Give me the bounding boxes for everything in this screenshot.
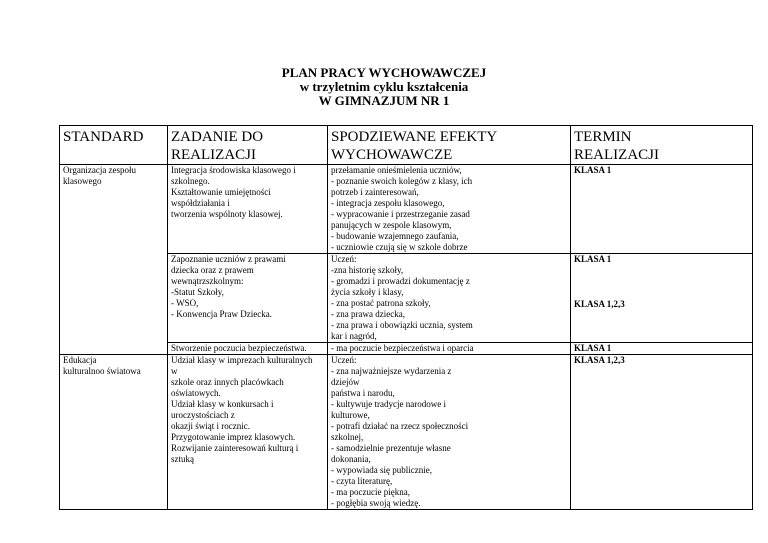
text-line: panujących w zespole klasowym, [331, 220, 452, 230]
document-title: PLAN PRACY WYCHOWAWCZEJ [281, 65, 487, 80]
table-row [60, 165, 753, 254]
cell-efekty [328, 355, 571, 510]
text-line: Uczeń: [331, 254, 357, 264]
header-zadanie [168, 126, 328, 165]
text-line: - budowanie wzajemnego zaufania, [331, 231, 459, 241]
text-line: Udział klasy w konkursach i [171, 399, 274, 409]
cell-termin [571, 254, 753, 343]
table-header-row [60, 126, 753, 165]
text-line: życia szkoły i klasy, [331, 287, 404, 297]
cell-termin [571, 165, 753, 254]
text-line: - pogłębia swoją wiedzę. [331, 498, 421, 508]
cell-zadanie [168, 355, 328, 510]
text-line: - ma poczucie bezpieczeństwa i oparcia [331, 343, 474, 353]
text-line: uroczystościach z [171, 410, 235, 420]
text-line: - wypracowanie i przestrzeganie zasad [331, 209, 470, 219]
text-line: - zna postać patrona szkoły, [331, 298, 431, 308]
termin-label: KLASA 1 [574, 343, 612, 353]
cell-zadanie [168, 165, 328, 254]
text-line: ZADANIE DO [171, 129, 264, 145]
text-line: Rozwijanie zainteresowań kulturą i [171, 443, 299, 453]
plan-table [59, 125, 753, 510]
termin-label: KLASA 1 [574, 254, 612, 264]
text-line: kulturowe, [331, 410, 370, 420]
table-row [60, 355, 753, 510]
text-line: szkolnej, [331, 432, 364, 442]
text-line: klasowego [63, 176, 102, 186]
text-line: - integracja zespołu klasowego, [331, 198, 445, 208]
text-line: - poznanie swoich kolegów z klasy, ich [331, 176, 473, 186]
text-line: Kształtowanie umiejętności [171, 187, 271, 197]
text-line: w [171, 366, 178, 376]
text-line: SPODZIEWANE EFEKTY [331, 129, 498, 145]
cell-efekty [328, 343, 571, 355]
header-standard [60, 126, 168, 165]
text-line: potrzeb i zainteresowań, [331, 187, 419, 197]
text-line: STANDARD [63, 129, 144, 145]
text-line: WYCHOWAWCZE [331, 147, 453, 163]
cell-termin [571, 343, 753, 355]
cell-efekty [328, 254, 571, 343]
cell-efekty [328, 165, 571, 254]
text-line: - samodzielnie prezentuje własne [331, 443, 451, 453]
text-line: Zapoznanie uczniów z prawami [171, 254, 286, 264]
text-line: szkolnego. [171, 176, 210, 186]
text-line: dziecka oraz z prawem [171, 265, 254, 275]
text-line: - potrafi działać na rzecz społeczności [331, 421, 469, 431]
text-line: Integracja środowiska klasowego i [171, 165, 296, 175]
text-line: przełamanie onieśmielenia uczniów, [331, 165, 462, 175]
text-line: oświatowych. [171, 388, 221, 398]
text-line: - Konwencja Praw Dziecka. [171, 309, 272, 319]
text-line: sztuką [171, 454, 194, 464]
text-line: REALIZACJI [574, 147, 659, 163]
text-line: kulturalnoo światowa [63, 366, 141, 376]
header-efekty [328, 126, 571, 165]
text-line: TERMIN [574, 129, 632, 145]
school-name: W GIMNAZJUM NR 1 [318, 93, 450, 108]
document-subtitle: w trzyletnim cyklu kształcenia [299, 79, 469, 94]
text-line: REALIZACJI [171, 147, 256, 163]
text-line: - gromadzi i prowadzi dokumentację z [331, 276, 470, 286]
text-line: Edukacja [63, 355, 97, 365]
text-line: wewnątrzszkolnym: [171, 276, 244, 286]
text-line: - WSO, [171, 298, 199, 308]
text-line: dziejów [331, 377, 360, 387]
cell-standard [60, 165, 168, 355]
text-line: - ma poczucie piękna, [331, 487, 410, 497]
termin-label: KLASA 1,2,3 [574, 355, 625, 365]
text-line: -zna historię szkoły, [331, 265, 404, 275]
cell-zadanie [168, 343, 328, 355]
cell-termin [571, 355, 753, 510]
termin-label: KLASA 1,2,3 [574, 299, 625, 309]
termin-label: KLASA 1 [574, 165, 612, 175]
text-line: - zna prawa i obowiązki ucznia, system [331, 320, 473, 330]
text-line: Organizacja zespołu [63, 165, 137, 175]
text-line: okazji świąt i rocznic. [171, 421, 250, 431]
text-line: państwa i narodu, [331, 388, 395, 398]
text-line: kar i nagród, [331, 331, 377, 341]
text-line: - zna prawa dziecka, [331, 309, 405, 319]
text-line: Stworzenie poczucia bezpieczeństwa. [171, 343, 307, 353]
text-line: - kultywuje tradycje narodowe i [331, 399, 446, 409]
text-line: dokonania, [331, 454, 371, 464]
text-line: - uczniowie czują się w szkole dobrze [331, 242, 468, 252]
cell-standard [60, 355, 168, 510]
text-line: Uczeń: [331, 355, 357, 365]
text-line: szkole oraz innych placówkach [171, 377, 284, 387]
text-line: - wypowiada się publicznie, [331, 465, 432, 475]
text-line: tworzenia wspólnoty klasowej. [171, 209, 283, 219]
text-line: - zna najważniejsze wydarzenia z [331, 366, 452, 376]
text-line: - czyta literaturę, [331, 476, 393, 486]
text-line: -Statut Szkoły, [171, 287, 224, 297]
text-line: Przygotowanie imprez klasowych. [171, 432, 296, 442]
header-termin [571, 126, 753, 165]
text-line: współdziałania i [171, 198, 230, 208]
text-line: Udział klasy w imprezach kulturalnych [171, 355, 313, 365]
cell-zadanie [168, 254, 328, 343]
